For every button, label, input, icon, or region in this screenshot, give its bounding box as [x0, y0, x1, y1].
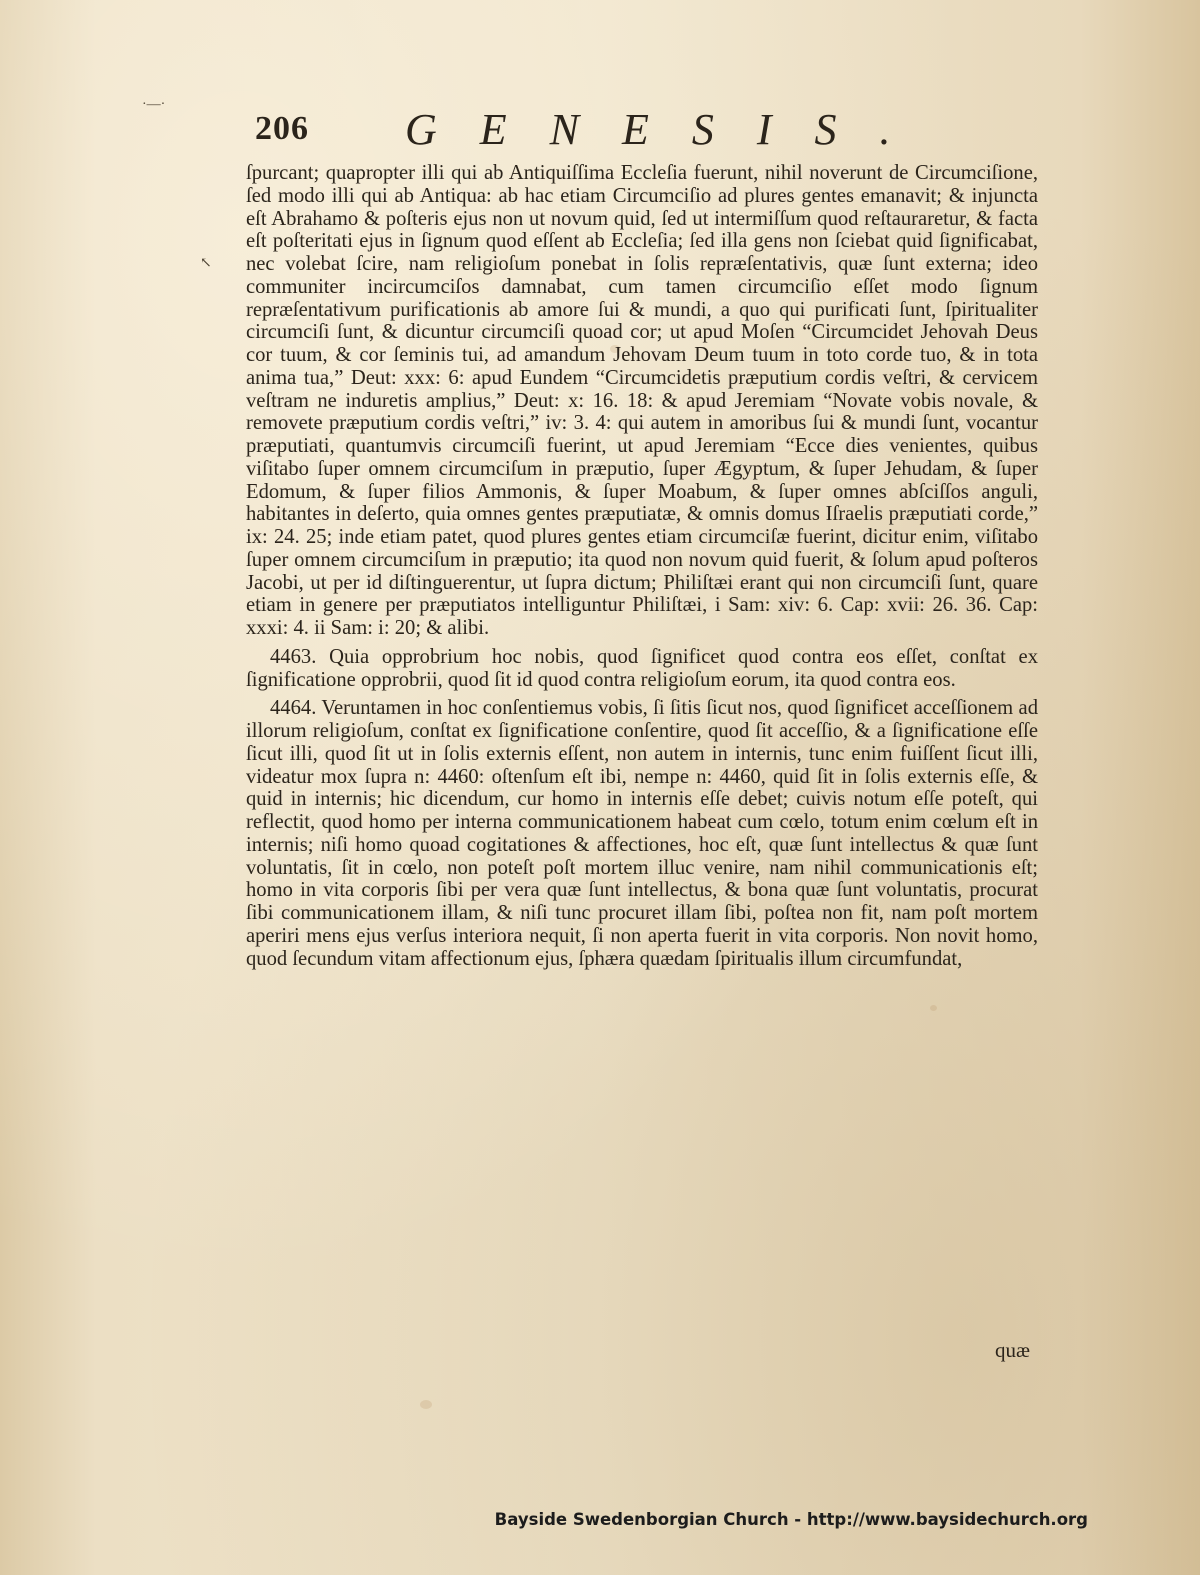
paragraph-continuation: ſpurcant; quapropter illi qui ab Antiquiſſima Eccleſia fuerunt, nihil noverunt de Circumciſione, ſed modo illi qui ab Antiqua: ab hac etiam Circumciſio ad plures gentes emanavit; & injuncta eſt Abrahamo & poſteris ejus non ut novum quid, ſed ut intermiſſum quod reſtauraretur, & facta eſt poſteritati ejus in ſignum quod eſſent ab Eccleſia; ſed illa gens non ſciebat quid ſignificabat, nec volebat ſcire, nam religioſum ponebat in ſolis repræſentativis, quæ ſunt externa; ideo communiter incircumciſos damnabat, cum tamen circumciſio eſſet modo ſignum repræſentativum purificationis ab amore ſui & mundi, a quo qui purificati ſunt, ſpiritualiter circumciſi ſunt, & dicuntur circumciſi quoad cor; ut apud Moſen “Circumcidet Jehovah Deus cor tuum, & cor ſeminis tui, ad amandum Jehovam Deum tuum in toto corde tuo, & in tota anima tua,” Deut: xxx: 6: apud Eundem “Circumcidetis præputium cordis veſtri, & cervicem veſtram ne induretis amplius,” Deut: x: 16. 18: & apud Jeremiam “Novate vobis novale, & removete præputium cordis veſtri,” iv: 3. 4: qui autem in amoribus ſui & mundi ſunt, vocantur præputiati, quantumvis circumciſi fuerint, ut apud Jeremiam “Ecce dies venientes, quibus viſitabo ſuper omnem circumciſum in præputio, ſuper Ægyptum, & ſuper Jehudam, & ſuper Edomum, & ſuper filios Ammonis, & ſuper Moabum, & ſuper omnes abſciſſos anguli, habitantes in deſerto, quia omnes gentes præputiatæ, & omnis domus Iſraelis præputiati corde,” ix: 24. 25; inde etiam patet, quod plures gentes etiam circumciſæ fuerint, dicitur enim, viſitabo ſuper omnem circumciſum in præputio; ita quod non novum quid fuerit, & ſolum apud poſteros Jacobi, ut per id diſtinguerentur, ut ſupra dictum; Philiſtæi erant qui non circumciſi ſunt, quare etiam in genere per præputiatos intelliguntur Philiſtæi, i Sam: xiv: 6. Cap: xvii: 26. 36. Cap: xxxi: 4. ii Sam: i: 20; & alibi.: [246, 162, 1038, 639]
margin-mark-icon: ↖: [200, 256, 212, 271]
paragraph-4463: 4463. Quia opprobrium hoc nobis, quod ſignificet quod contra eos eſſet, conſtat ex ſignificatione opprobrii, quod ſit id quod contra religioſum eorum, ita quod contra eos.: [246, 645, 1038, 691]
page-header: [255, 100, 1035, 158]
running-title: GENESIS.: [405, 105, 934, 154]
paragraph-4464: 4464. Veruntamen in hoc conſentiemus vobis, ſi ſitis ſicut nos, quod ſignificet acceſſionem ad illorum religioſum, conſtat ex ſignificatione conſentire, quod ſit acceſſio, & a ſignificatione eſſe ſicut illi, quod ſit ut in ſolis externis eſſent, non autem in internis, tunc enim fuiſſent ſicut illi, videatur mox ſupra n: 4460: oſtenſum eſt ibi, nempe n: 4460, quid ſit in ſolis externis eſſe, & quid in internis; hic dicendum, cur homo in internis eſſe debet; cuivis notum eſſe poteſt, qui reflectit, quod homo per interna communicationem habeat cum cœlo, totum enim cœlum eſt in internis; niſi homo quoad cogitationes & affectiones, hoc eſt, quæ ſunt intellectus & quæ ſunt voluntatis, ſit in cœlo, non poteſt poſt mortem illuc venire, nam nihil communicationis eſt; homo in vita corporis ſibi per vera quæ ſunt intellectus, & bona quæ ſunt voluntatis, procurat ſibi communicationem illam, & niſi tunc procuret illam ſibi, poſtea non fit, nam poſt mortem aperiri mens ejus verſus interiora nequit, ſi non aperta fuerit in vita corporis. Non novit homo, quod ſecundum vitam affectionum ejus, ſphæra quædam ſpiritualis illum circumfundat,: [246, 697, 1038, 970]
paper-stain: [930, 1005, 937, 1011]
page-number: 206: [255, 110, 309, 147]
margin-mark-icon: ·—·: [142, 97, 166, 112]
source-credit: Bayside Swedenborgian Church - http://www.baysidechurch.org: [494, 1510, 1088, 1529]
paper-stain: [420, 1400, 432, 1409]
body-text: [246, 162, 1038, 976]
catchword: quæ: [994, 1338, 1030, 1362]
